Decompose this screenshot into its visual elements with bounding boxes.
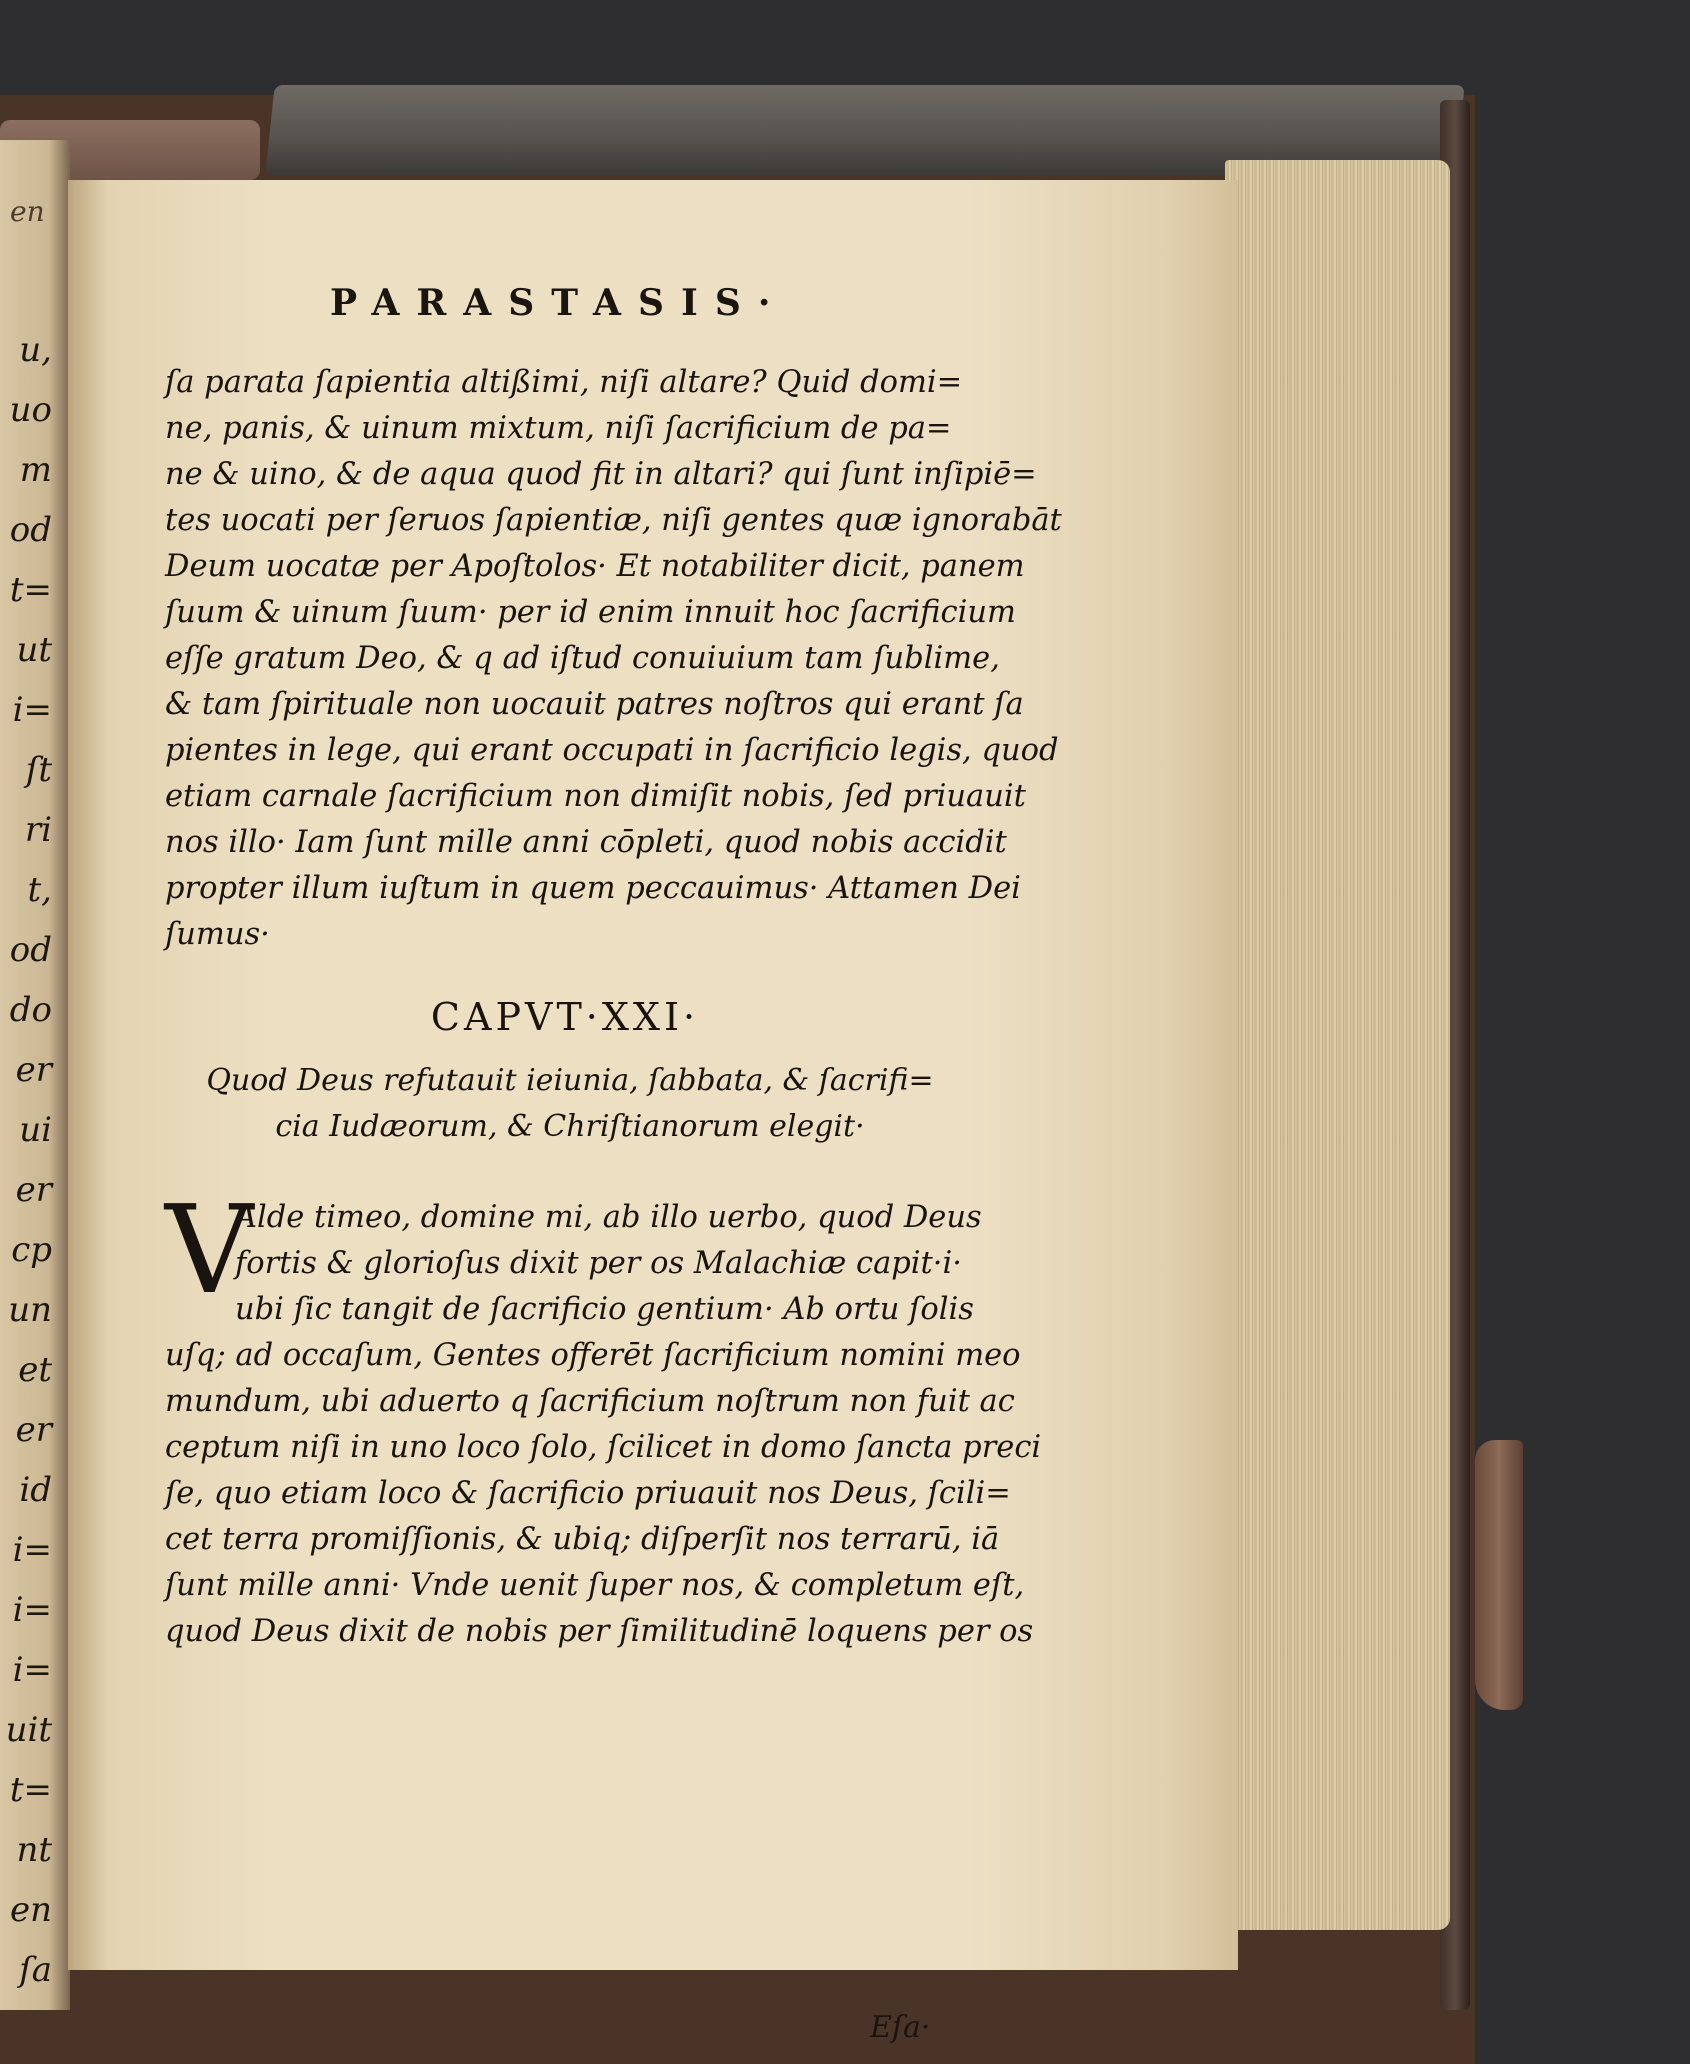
left-fragment: er (15, 1410, 52, 1450)
left-fragment: nt (16, 1830, 52, 1870)
left-fragment: uo (9, 390, 52, 430)
left-fragment: do (9, 990, 52, 1030)
text-line: pientes in lege, qui erant occupati in ſacrificio legis, quod (165, 733, 1059, 768)
text-line: ſuum & uinum ſuum· per id enim innuit hoc ſacrificium (165, 595, 1016, 630)
left-fragment: ui (19, 1110, 52, 1150)
left-fragment: ri (24, 810, 52, 850)
text-line: eſſe gratum Deo, & q ad iſtud conuiuium tam ſublime, (165, 641, 1000, 676)
text-line: Deum uocatæ per Apoſtolos· Et notabiliter dicit, panem (165, 549, 1025, 584)
text-line: ſa parata ſapientia altißimi, niſi altare? Quid domi= (165, 365, 963, 400)
left-fragment: er (15, 1050, 52, 1090)
summary-line: Quod Deus refutauit ieiunia, ſabbata, & ſacrifi= (206, 1063, 934, 1098)
body-line: uſq; ad occaſum, Gentes offerēt ſacrificium nomini meo (165, 1338, 1021, 1373)
left-fragment: un (8, 1290, 52, 1330)
body-line: Alde timeo, domine mi, ab illo uerbo, quod Deus (235, 1200, 982, 1235)
left-fragment: id (19, 1470, 52, 1510)
left-fragment: i= (12, 1650, 52, 1690)
chapter-heading: CAPVT·XXI· (430, 995, 700, 1039)
body-line: fortis & glorioſus dixit per os Malachiæ capit·i· (235, 1246, 962, 1281)
left-fragment: t= (9, 1770, 52, 1810)
left-fragment: t= (9, 570, 52, 610)
body-line: ſunt mille anni· Vnde uenit ſuper nos, & completum eſt, (165, 1568, 1025, 1603)
text-block-body (165, 1195, 1042, 1655)
body-line: mundum, ubi aduerto q ſacrificium noſtrum non fuit ac (165, 1384, 1015, 1419)
left-fragment: i= (12, 1590, 52, 1630)
running-head: PARASTASIS· (330, 282, 788, 324)
left-fragment: u, (19, 330, 52, 370)
text-line: nos illo· Iam ſunt mille anni cōpleti, quod nobis accidit (165, 825, 1007, 860)
left-fragment: et (18, 1350, 52, 1390)
left-fragment: ſa (19, 1950, 52, 1990)
text-line: etiam carnale ſacrificium non dimiſit nobis, ſed priuauit (165, 779, 1026, 814)
drop-cap: V (165, 1179, 254, 1321)
left-fragment: en (9, 1890, 52, 1930)
left-fragment: od (9, 930, 52, 970)
left-fragment: m (19, 450, 52, 490)
text-line: tes uocati per ſeruos ſapientiæ, niſi gentes quæ ignorabāt (165, 503, 1062, 538)
catchword: Eſa· (870, 2010, 931, 2045)
body-line: ſe, quo etiam loco & ſacrificio priuauit nos Deus, ſcili= (165, 1476, 1011, 1511)
left-fragment: cp (11, 1230, 52, 1270)
ribbon-bookmark (1475, 1440, 1523, 1710)
left-fragment: uit (5, 1710, 52, 1750)
text-line: propter illum iuſtum in quem peccauimus· Attamen Dei (165, 871, 1021, 906)
left-fragment: i= (12, 1530, 52, 1570)
left-page-text-fragments (0, 320, 60, 2000)
left-fragment: t, (27, 870, 52, 910)
left-fragment: ut (16, 630, 52, 670)
body-line: ubi ſic tangit de ſacrificio gentium· Ab ortu ſolis (235, 1292, 974, 1327)
text-line: & tam ſpirituale non uocauit patres noſtros qui erant ſa (165, 687, 1024, 722)
body-line: ceptum niſi in uno loco ſolo, ſcilicet in domo ſancta preci (165, 1430, 1042, 1465)
left-fragment: ſt (25, 750, 52, 790)
chapter-summary (200, 1058, 940, 1150)
text-line: ne, panis, & uinum mixtum, niſi ſacrificium de pa= (165, 411, 952, 446)
left-fragment: i= (12, 690, 52, 730)
left-fragment: od (9, 510, 52, 550)
left-margin-note: en (10, 195, 45, 228)
body-line: cet terra promiſſionis, & ubiq; diſperſit nos terrarū, iā (165, 1522, 1000, 1557)
summary-line: cia Iudæorum, & Chriſtianorum elegit· (275, 1109, 865, 1144)
text-line: ſumus· (165, 917, 270, 952)
text-line: ne & uino, & de aqua quod fit in altari? qui ſunt inſipiē= (165, 457, 1037, 492)
body-line: quod Deus dixit de nobis per ſimilitudinē loquens per os (165, 1614, 1034, 1649)
left-fragment: er (15, 1170, 52, 1210)
text-block-top (165, 360, 1062, 958)
page-fore-edge (1225, 160, 1450, 1930)
